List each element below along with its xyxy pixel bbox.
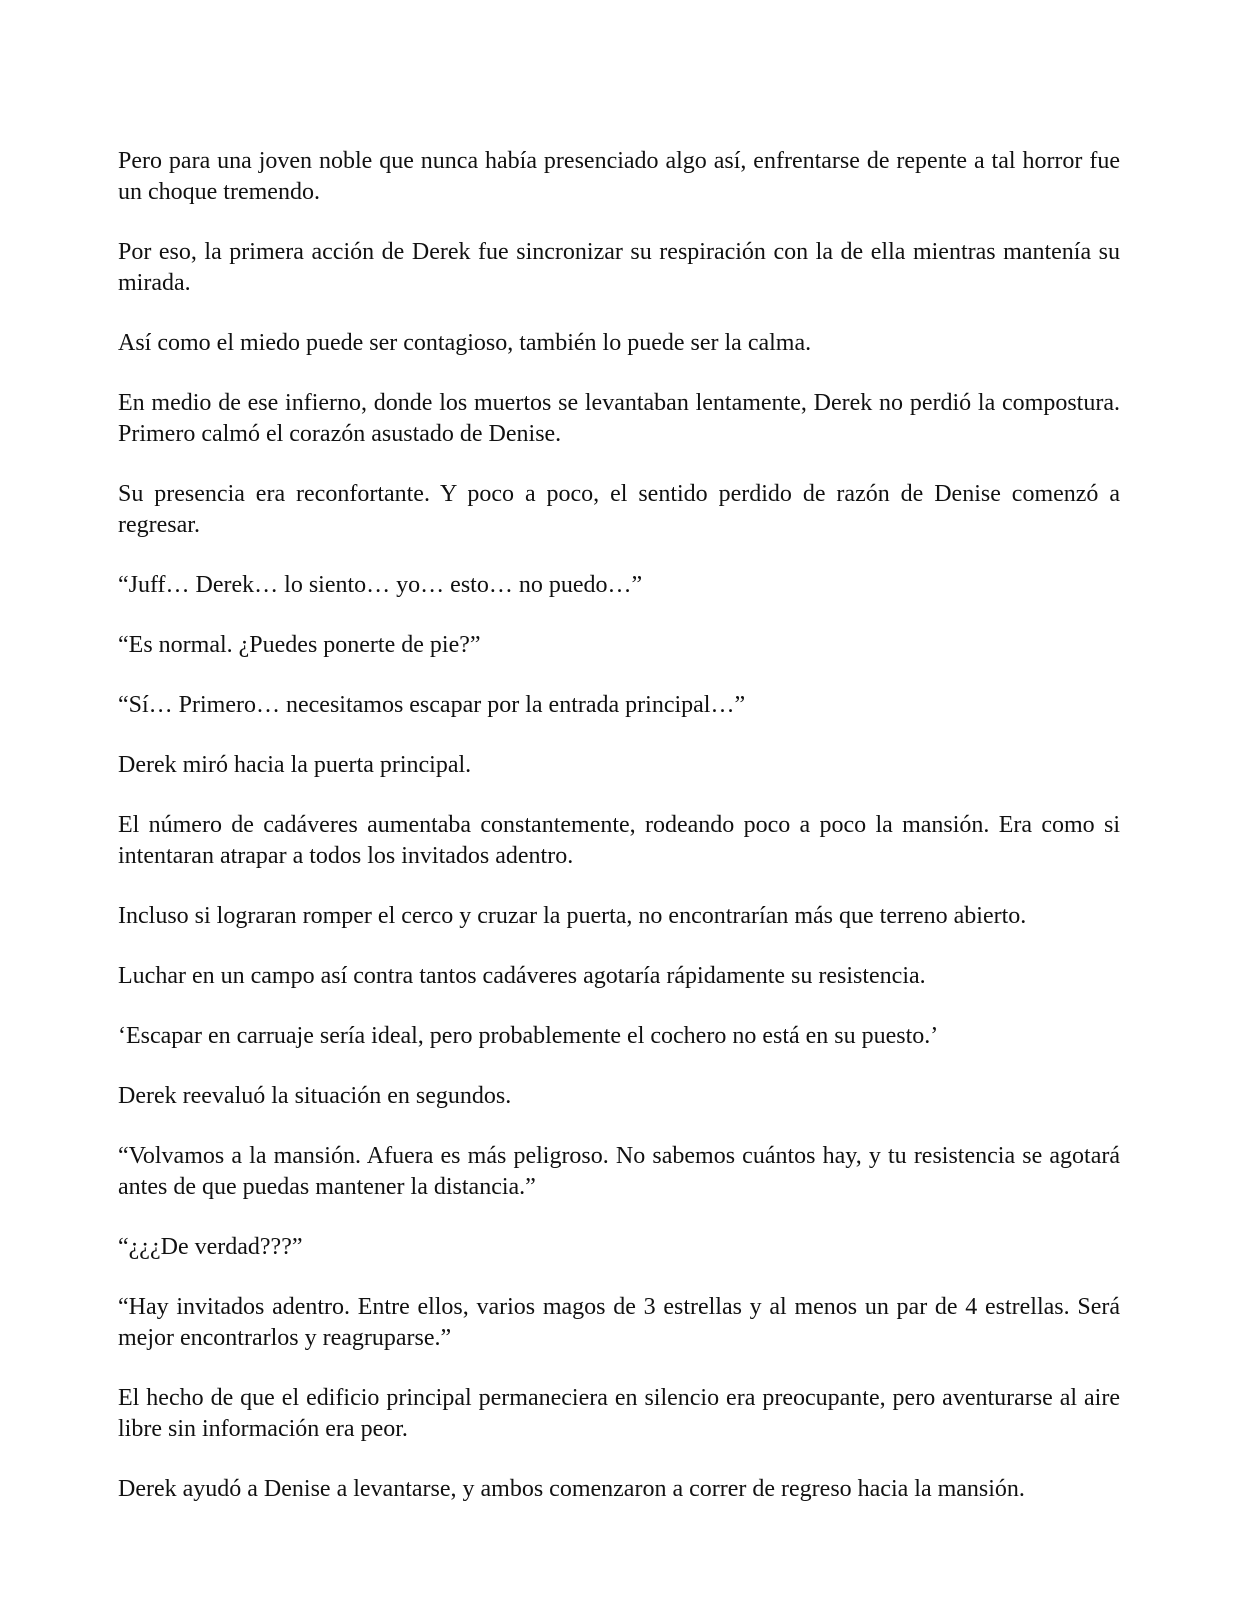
paragraph-1: Pero para una joven noble que nunca había presenciado algo así, enfrentarse de repente a tal horror fue un choque tremendo.	[118, 148, 1120, 205]
paragraph-4: En medio de ese infierno, donde los muertos se levantaban lentamente, Derek no perdió la compostura. Primero calmó el corazón asustado de Denise.	[118, 390, 1120, 447]
paragraph-10: El número de cadáveres aumentaba constantemente, rodeando poco a poco la mansión. Era como si intentaran atrapar a todos los invitados adentro.	[118, 812, 1120, 869]
dialogue-line-3: “Sí… Primero… necesitamos escapar por la entrada principal…”	[118, 692, 746, 718]
paragraph-14: Derek reevaluó la situación en segundos.	[118, 1083, 512, 1109]
document-page	[118, 146, 1120, 1534]
paragraph-2: Por eso, la primera acción de Derek fue sincronizar su respiración con la de ella mientras mantenía su mirada.	[118, 239, 1120, 296]
dialogue-line-2: “Es normal. ¿Puedes ponerte de pie?”	[118, 632, 481, 658]
dialogue-line-1: “Juff… Derek… lo siento… yo… esto… no puedo…”	[118, 572, 643, 598]
dialogue-line-4: “Volvamos a la mansión. Afuera es más peligroso. No sabemos cuántos hay, y tu resistencia se agotará antes de que puedas mantener la distancia.”	[118, 1143, 1120, 1200]
paragraph-12: Luchar en un campo así contra tantos cadáveres agotaría rápidamente su resistencia.	[118, 963, 926, 989]
dialogue-line-5: “¿¿¿De verdad???”	[118, 1234, 303, 1260]
paragraph-19: Derek ayudó a Denise a levantarse, y ambos comenzaron a correr de regreso hacia la mansión.	[118, 1476, 1025, 1502]
paragraph-9: Derek miró hacia la puerta principal.	[118, 752, 472, 778]
paragraph-18: El hecho de que el edificio principal permaneciera en silencio era preocupante, pero aventurarse al aire libre sin información era peor.	[118, 1385, 1120, 1442]
paragraph-5: Su presencia era reconfortante. Y poco a poco, el sentido perdido de razón de Denise comenzó a regresar.	[118, 481, 1120, 538]
dialogue-line-6: “Hay invitados adentro. Entre ellos, varios magos de 3 estrellas y al menos un par de 4 estrellas. Será mejor encontrarlos y reagruparse.”	[118, 1294, 1120, 1351]
paragraph-3: Así como el miedo puede ser contagioso, también lo puede ser la calma.	[118, 330, 812, 356]
paragraph-11: Incluso si lograran romper el cerco y cruzar la puerta, no encontrarían más que terreno abierto.	[118, 903, 1027, 929]
thought-line: ‘Escapar en carruaje sería ideal, pero probablemente el cochero no está en su puesto.’	[118, 1023, 939, 1049]
